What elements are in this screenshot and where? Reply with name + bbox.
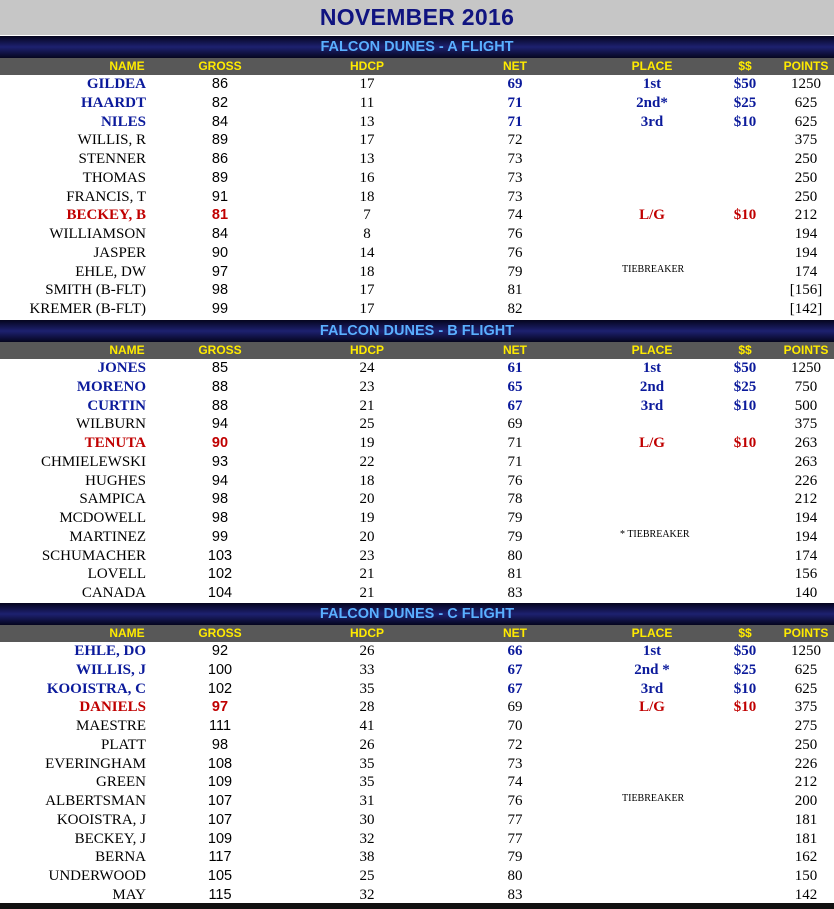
cell-place: L/G bbox=[639, 699, 665, 716]
table-row bbox=[0, 94, 834, 113]
column-header-gross: GROSS bbox=[198, 626, 242, 640]
cell-name: BECKEY, B bbox=[66, 207, 146, 224]
cell-name: STENNER bbox=[78, 151, 146, 167]
cell-net: 71 bbox=[507, 435, 523, 451]
flight-section bbox=[0, 36, 834, 319]
column-header-points: POINTS bbox=[783, 626, 829, 640]
table-row bbox=[0, 528, 834, 547]
cell-points: 625 bbox=[794, 94, 818, 111]
cell-name: KOOISTRA, J bbox=[56, 811, 146, 828]
cell-name: EHLE, DW bbox=[75, 263, 146, 280]
cell-name: WILLIS, R bbox=[77, 132, 146, 149]
cell-name: EHLE, DO bbox=[74, 643, 146, 659]
cell-hdcp: 18 bbox=[359, 188, 375, 205]
cell-gross: 97 bbox=[211, 699, 229, 716]
cell-hdcp: 25 bbox=[359, 868, 375, 884]
cell-name: BERNA bbox=[95, 849, 146, 866]
cell-name: KOOISTRA, C bbox=[46, 680, 146, 697]
cell-points: 226 bbox=[794, 472, 818, 489]
cell-dollars: $10 bbox=[733, 699, 757, 716]
cell-net: 77 bbox=[507, 811, 523, 828]
table-row bbox=[0, 736, 834, 755]
column-header-net: NET bbox=[503, 626, 527, 640]
cell-place: 2nd * bbox=[634, 661, 670, 678]
cell-hdcp: 24 bbox=[359, 360, 375, 376]
cell-net: 79 bbox=[507, 849, 523, 866]
cell-net: 61 bbox=[507, 360, 523, 376]
cell-name: JONES bbox=[97, 360, 146, 376]
cell-hdcp: 7 bbox=[363, 207, 371, 224]
cell-points: 1250 bbox=[791, 643, 821, 659]
cell-net: 69 bbox=[507, 76, 523, 92]
cell-gross: 102 bbox=[207, 566, 233, 583]
cell-net: 82 bbox=[507, 301, 523, 317]
column-header-place: PLACE bbox=[631, 343, 673, 357]
flight-title: FALCON DUNES - B FLIGHT bbox=[0, 320, 834, 342]
table-row bbox=[0, 584, 834, 603]
cell-hdcp: 31 bbox=[359, 793, 375, 809]
cell-points: [142] bbox=[789, 301, 823, 317]
cell-hdcp: 13 bbox=[359, 113, 375, 130]
cell-place: 3rd bbox=[640, 397, 664, 414]
cell-points: 162 bbox=[794, 849, 818, 866]
cell-net: 77 bbox=[507, 830, 523, 847]
table-row bbox=[0, 206, 834, 225]
table-row bbox=[0, 792, 834, 811]
cell-net: 80 bbox=[507, 868, 523, 884]
cell-name: PLATT bbox=[101, 736, 146, 753]
cell-net: 73 bbox=[507, 755, 523, 772]
cell-gross: 107 bbox=[207, 811, 233, 828]
column-header-hdcp: HDCP bbox=[349, 626, 384, 640]
cell-gross: 81 bbox=[211, 207, 229, 224]
table-row bbox=[0, 378, 834, 397]
column-header-name: NAME bbox=[109, 343, 145, 357]
cell-name: GILDEA bbox=[86, 76, 146, 92]
cell-net: 81 bbox=[507, 282, 523, 299]
cell-net: 79 bbox=[507, 510, 523, 526]
cell-name: UNDERWOOD bbox=[48, 868, 146, 884]
cell-name: MCDOWELL bbox=[59, 510, 146, 526]
cell-points: 1250 bbox=[791, 76, 821, 92]
cell-place: 1st bbox=[642, 76, 662, 92]
cell-points: [156] bbox=[789, 282, 823, 299]
cell-points: 140 bbox=[794, 585, 818, 601]
cell-name: MORENO bbox=[76, 378, 146, 395]
cell-net: 71 bbox=[507, 453, 523, 470]
cell-name: WILBURN bbox=[76, 416, 146, 433]
cell-place: 1st bbox=[642, 360, 662, 376]
cell-name: HUGHES bbox=[85, 472, 146, 489]
cell-gross: 82 bbox=[211, 94, 229, 111]
flight-title: FALCON DUNES - A FLIGHT bbox=[0, 36, 834, 58]
cell-net: 81 bbox=[507, 566, 523, 583]
column-header-gross: GROSS bbox=[198, 59, 242, 73]
cell-name: MARTINEZ bbox=[69, 528, 146, 545]
cell-hdcp: 35 bbox=[359, 680, 375, 697]
table-row bbox=[0, 848, 834, 867]
cell-gross: 90 bbox=[211, 435, 229, 451]
cell-name: CURTIN bbox=[87, 397, 146, 414]
cell-gross: 98 bbox=[211, 282, 229, 299]
cell-hdcp: 26 bbox=[359, 736, 375, 753]
tiebreaker-note: TIEBREAKER bbox=[622, 263, 685, 275]
table-row bbox=[0, 263, 834, 282]
cell-name: CANADA bbox=[81, 585, 146, 601]
cell-hdcp: 32 bbox=[359, 886, 375, 903]
cell-points: 142 bbox=[794, 886, 818, 903]
cell-points: 194 bbox=[794, 244, 818, 261]
cell-hdcp: 17 bbox=[359, 282, 375, 299]
cell-net: 74 bbox=[507, 207, 523, 224]
cell-net: 76 bbox=[507, 226, 523, 242]
cell-net: 83 bbox=[507, 886, 523, 903]
cell-gross: 94 bbox=[211, 472, 229, 489]
cell-points: 212 bbox=[794, 207, 818, 224]
cell-points: 275 bbox=[794, 718, 818, 734]
cell-points: 212 bbox=[794, 774, 818, 791]
cell-hdcp: 25 bbox=[359, 416, 375, 433]
cell-hdcp: 16 bbox=[359, 169, 375, 186]
column-header-dollars: $$ bbox=[738, 343, 752, 357]
cell-gross: 98 bbox=[211, 510, 229, 526]
table-row bbox=[0, 680, 834, 699]
cell-points: 181 bbox=[794, 830, 818, 847]
table-row bbox=[0, 113, 834, 132]
cell-name: TENUTA bbox=[84, 435, 146, 451]
bottom-bar bbox=[0, 903, 834, 909]
cell-net: 73 bbox=[507, 188, 523, 205]
table-row bbox=[0, 434, 834, 453]
cell-gross: 117 bbox=[208, 849, 232, 866]
cell-name: WILLIS, J bbox=[75, 661, 146, 678]
cell-place: L/G bbox=[639, 435, 665, 451]
cell-hdcp: 41 bbox=[359, 718, 375, 734]
table-row bbox=[0, 75, 834, 94]
table-row bbox=[0, 547, 834, 566]
cell-gross: 104 bbox=[207, 585, 233, 601]
table-row bbox=[0, 300, 834, 319]
table-row bbox=[0, 281, 834, 300]
cell-hdcp: 26 bbox=[359, 643, 375, 659]
cell-points: 263 bbox=[794, 453, 818, 470]
cell-points: 150 bbox=[794, 868, 818, 884]
cell-name: BECKEY, J bbox=[74, 830, 146, 847]
table-row bbox=[0, 811, 834, 830]
cell-hdcp: 22 bbox=[359, 453, 375, 470]
table-row bbox=[0, 565, 834, 584]
cell-hdcp: 19 bbox=[359, 435, 375, 451]
cell-points: 194 bbox=[794, 528, 818, 545]
cell-points: 750 bbox=[794, 378, 818, 395]
cell-gross: 102 bbox=[207, 680, 233, 697]
cell-name: KREMER (B-FLT) bbox=[29, 301, 146, 317]
cell-name: CHMIELEWSKI bbox=[41, 453, 146, 470]
flight-title: FALCON DUNES - C FLIGHT bbox=[0, 603, 834, 625]
column-header-dollars: $$ bbox=[738, 59, 752, 73]
cell-hdcp: 35 bbox=[359, 755, 375, 772]
tiebreaker-note: * TIEBREAKER bbox=[620, 528, 690, 540]
cell-net: 72 bbox=[507, 132, 523, 149]
column-header-hdcp: HDCP bbox=[349, 59, 384, 73]
cell-hdcp: 23 bbox=[359, 378, 375, 395]
cell-points: 200 bbox=[794, 793, 818, 809]
cell-hdcp: 8 bbox=[363, 226, 371, 242]
cell-gross: 99 bbox=[211, 528, 229, 545]
tiebreaker-note: TIEBREAKER bbox=[622, 793, 685, 804]
cell-hdcp: 38 bbox=[359, 849, 375, 866]
cell-name: MAY bbox=[112, 886, 146, 903]
cell-name: LOVELL bbox=[87, 566, 146, 583]
cell-points: 250 bbox=[794, 188, 818, 205]
column-header-gross: GROSS bbox=[198, 343, 242, 357]
cell-dollars: $25 bbox=[733, 661, 757, 678]
cell-dollars: $50 bbox=[733, 360, 757, 376]
cell-points: 156 bbox=[794, 566, 818, 583]
column-header-net: NET bbox=[503, 59, 527, 73]
cell-dollars: $25 bbox=[733, 378, 757, 395]
table-row bbox=[0, 886, 834, 905]
column-header-hdcp: HDCP bbox=[349, 343, 384, 357]
cell-points: 194 bbox=[794, 226, 818, 242]
cell-dollars: $10 bbox=[733, 207, 757, 224]
cell-net: 66 bbox=[507, 643, 523, 659]
cell-points: 174 bbox=[794, 263, 818, 280]
cell-name: HAARDT bbox=[80, 94, 146, 111]
cell-hdcp: 11 bbox=[359, 94, 375, 111]
cell-net: 69 bbox=[507, 416, 523, 433]
table-row bbox=[0, 150, 834, 169]
flight-section bbox=[0, 603, 834, 905]
cell-hdcp: 14 bbox=[359, 244, 375, 261]
table-row bbox=[0, 509, 834, 528]
cell-hdcp: 17 bbox=[359, 76, 375, 92]
cell-dollars: $10 bbox=[733, 680, 757, 697]
table-row bbox=[0, 755, 834, 774]
table-row bbox=[0, 490, 834, 509]
cell-gross: 98 bbox=[211, 736, 229, 753]
cell-hdcp: 21 bbox=[359, 397, 375, 414]
cell-hdcp: 13 bbox=[359, 151, 375, 167]
cell-gross: 109 bbox=[207, 830, 233, 847]
cell-net: 78 bbox=[507, 491, 523, 508]
cell-hdcp: 20 bbox=[359, 528, 375, 545]
cell-net: 73 bbox=[507, 169, 523, 186]
cell-hdcp: 21 bbox=[359, 585, 375, 601]
column-header-row bbox=[0, 58, 834, 75]
cell-gross: 97 bbox=[211, 263, 229, 280]
cell-points: 500 bbox=[794, 397, 818, 414]
table-row bbox=[0, 453, 834, 472]
cell-gross: 89 bbox=[211, 132, 229, 149]
cell-hdcp: 19 bbox=[359, 510, 375, 526]
cell-name: WILLIAMSON bbox=[49, 226, 146, 242]
cell-gross: 94 bbox=[211, 416, 229, 433]
cell-hdcp: 32 bbox=[359, 830, 375, 847]
cell-hdcp: 18 bbox=[359, 472, 375, 489]
cell-place: 2nd* bbox=[636, 94, 668, 111]
cell-gross: 103 bbox=[207, 547, 233, 564]
cell-hdcp: 18 bbox=[359, 263, 375, 280]
cell-gross: 108 bbox=[207, 755, 233, 772]
cell-dollars: $25 bbox=[733, 94, 757, 111]
cell-net: 67 bbox=[507, 661, 523, 678]
cell-points: 181 bbox=[794, 811, 818, 828]
cell-gross: 107 bbox=[207, 793, 233, 809]
cell-hdcp: 23 bbox=[359, 547, 375, 564]
cell-name: THOMAS bbox=[82, 169, 146, 186]
cell-gross: 84 bbox=[211, 226, 229, 242]
table-row bbox=[0, 642, 834, 661]
cell-hdcp: 28 bbox=[359, 699, 375, 716]
cell-net: 80 bbox=[507, 547, 523, 564]
cell-name: SMITH (B-FLT) bbox=[45, 282, 146, 299]
cell-points: 375 bbox=[794, 132, 818, 149]
cell-net: 65 bbox=[507, 378, 523, 395]
cell-points: 250 bbox=[794, 169, 818, 186]
cell-net: 79 bbox=[507, 263, 523, 280]
cell-gross: 109 bbox=[207, 774, 233, 791]
table-row bbox=[0, 867, 834, 886]
table-row bbox=[0, 773, 834, 792]
cell-points: 263 bbox=[794, 435, 818, 451]
cell-place: 2nd bbox=[639, 378, 665, 395]
cell-points: 375 bbox=[794, 416, 818, 433]
cell-points: 194 bbox=[794, 510, 818, 526]
cell-name: DANIELS bbox=[79, 699, 146, 716]
table-row bbox=[0, 244, 834, 263]
cell-gross: 98 bbox=[211, 491, 229, 508]
cell-name: NILES bbox=[100, 113, 146, 130]
cell-gross: 86 bbox=[211, 151, 229, 167]
cell-net: 73 bbox=[507, 151, 523, 167]
cell-dollars: $10 bbox=[733, 113, 757, 130]
cell-gross: 86 bbox=[211, 76, 229, 92]
table-row bbox=[0, 830, 834, 849]
cell-name: JASPER bbox=[93, 244, 146, 261]
page-title: NOVEMBER 2016 bbox=[0, 0, 834, 35]
flight-section bbox=[0, 320, 834, 603]
cell-gross: 91 bbox=[211, 188, 229, 205]
table-row bbox=[0, 472, 834, 491]
cell-gross: 90 bbox=[211, 244, 229, 261]
cell-net: 76 bbox=[507, 793, 523, 809]
column-header-name: NAME bbox=[109, 626, 145, 640]
cell-dollars: $50 bbox=[733, 643, 757, 659]
cell-hdcp: 35 bbox=[359, 774, 375, 791]
column-header-name: NAME bbox=[109, 59, 145, 73]
column-header-row bbox=[0, 342, 834, 359]
cell-points: 625 bbox=[794, 661, 818, 678]
cell-name: GREEN bbox=[96, 774, 146, 791]
cell-name: MAESTRE bbox=[75, 718, 146, 734]
cell-hdcp: 17 bbox=[359, 132, 375, 149]
cell-points: 174 bbox=[794, 547, 818, 564]
cell-points: 250 bbox=[794, 151, 818, 167]
cell-net: 76 bbox=[507, 244, 523, 261]
cell-place: L/G bbox=[639, 207, 665, 224]
cell-hdcp: 30 bbox=[359, 811, 375, 828]
table-row bbox=[0, 717, 834, 736]
cell-points: 625 bbox=[794, 113, 818, 130]
cell-net: 74 bbox=[507, 774, 523, 791]
cell-gross: 105 bbox=[207, 868, 233, 884]
cell-points: 226 bbox=[794, 755, 818, 772]
column-header-points: POINTS bbox=[783, 343, 829, 357]
cell-place: 3rd bbox=[640, 680, 664, 697]
column-header-place: PLACE bbox=[631, 59, 673, 73]
cell-hdcp: 21 bbox=[359, 566, 375, 583]
cell-net: 71 bbox=[507, 113, 523, 130]
cell-place: 1st bbox=[642, 643, 662, 659]
table-row bbox=[0, 188, 834, 207]
cell-net: 69 bbox=[507, 699, 523, 716]
column-header-points: POINTS bbox=[783, 59, 829, 73]
table-row bbox=[0, 225, 834, 244]
cell-net: 79 bbox=[507, 528, 523, 545]
cell-gross: 84 bbox=[211, 113, 229, 130]
cell-net: 76 bbox=[507, 472, 523, 489]
table-row bbox=[0, 415, 834, 434]
cell-dollars: $10 bbox=[733, 435, 757, 451]
cell-dollars: $50 bbox=[733, 76, 757, 92]
table-row bbox=[0, 169, 834, 188]
cell-net: 83 bbox=[507, 585, 523, 601]
cell-gross: 115 bbox=[208, 886, 232, 903]
cell-gross: 88 bbox=[211, 378, 229, 395]
cell-gross: 92 bbox=[211, 643, 229, 659]
cell-name: ALBERTSMAN bbox=[45, 793, 146, 809]
table-row bbox=[0, 661, 834, 680]
table-row bbox=[0, 698, 834, 717]
cell-net: 71 bbox=[507, 94, 523, 111]
cell-net: 67 bbox=[507, 397, 523, 414]
cell-gross: 88 bbox=[211, 397, 229, 414]
cell-gross: 111 bbox=[208, 718, 232, 734]
cell-gross: 100 bbox=[207, 661, 233, 678]
cell-hdcp: 33 bbox=[359, 661, 375, 678]
column-header-net: NET bbox=[503, 343, 527, 357]
cell-place: 3rd bbox=[640, 113, 664, 130]
cell-name: SAMPICA bbox=[79, 491, 146, 508]
cell-name: SCHUMACHER bbox=[41, 547, 146, 564]
cell-points: 1250 bbox=[791, 360, 821, 376]
cell-points: 212 bbox=[794, 491, 818, 508]
column-header-row bbox=[0, 625, 834, 642]
cell-name: FRANCIS, T bbox=[66, 188, 146, 205]
cell-gross: 89 bbox=[211, 169, 229, 186]
cell-hdcp: 17 bbox=[359, 301, 375, 317]
cell-hdcp: 20 bbox=[359, 491, 375, 508]
cell-points: 625 bbox=[794, 680, 818, 697]
table-row bbox=[0, 359, 834, 378]
cell-gross: 93 bbox=[211, 453, 229, 470]
cell-net: 67 bbox=[507, 680, 523, 697]
cell-gross: 85 bbox=[211, 360, 229, 376]
cell-gross: 99 bbox=[211, 301, 229, 317]
table-row bbox=[0, 131, 834, 150]
cell-net: 70 bbox=[507, 718, 523, 734]
cell-net: 72 bbox=[507, 736, 523, 753]
table-row bbox=[0, 397, 834, 416]
cell-name: EVERINGHAM bbox=[45, 755, 146, 772]
cell-dollars: $10 bbox=[733, 397, 757, 414]
cell-points: 250 bbox=[794, 736, 818, 753]
column-header-place: PLACE bbox=[631, 626, 673, 640]
column-header-dollars: $$ bbox=[738, 626, 752, 640]
cell-points: 375 bbox=[794, 699, 818, 716]
